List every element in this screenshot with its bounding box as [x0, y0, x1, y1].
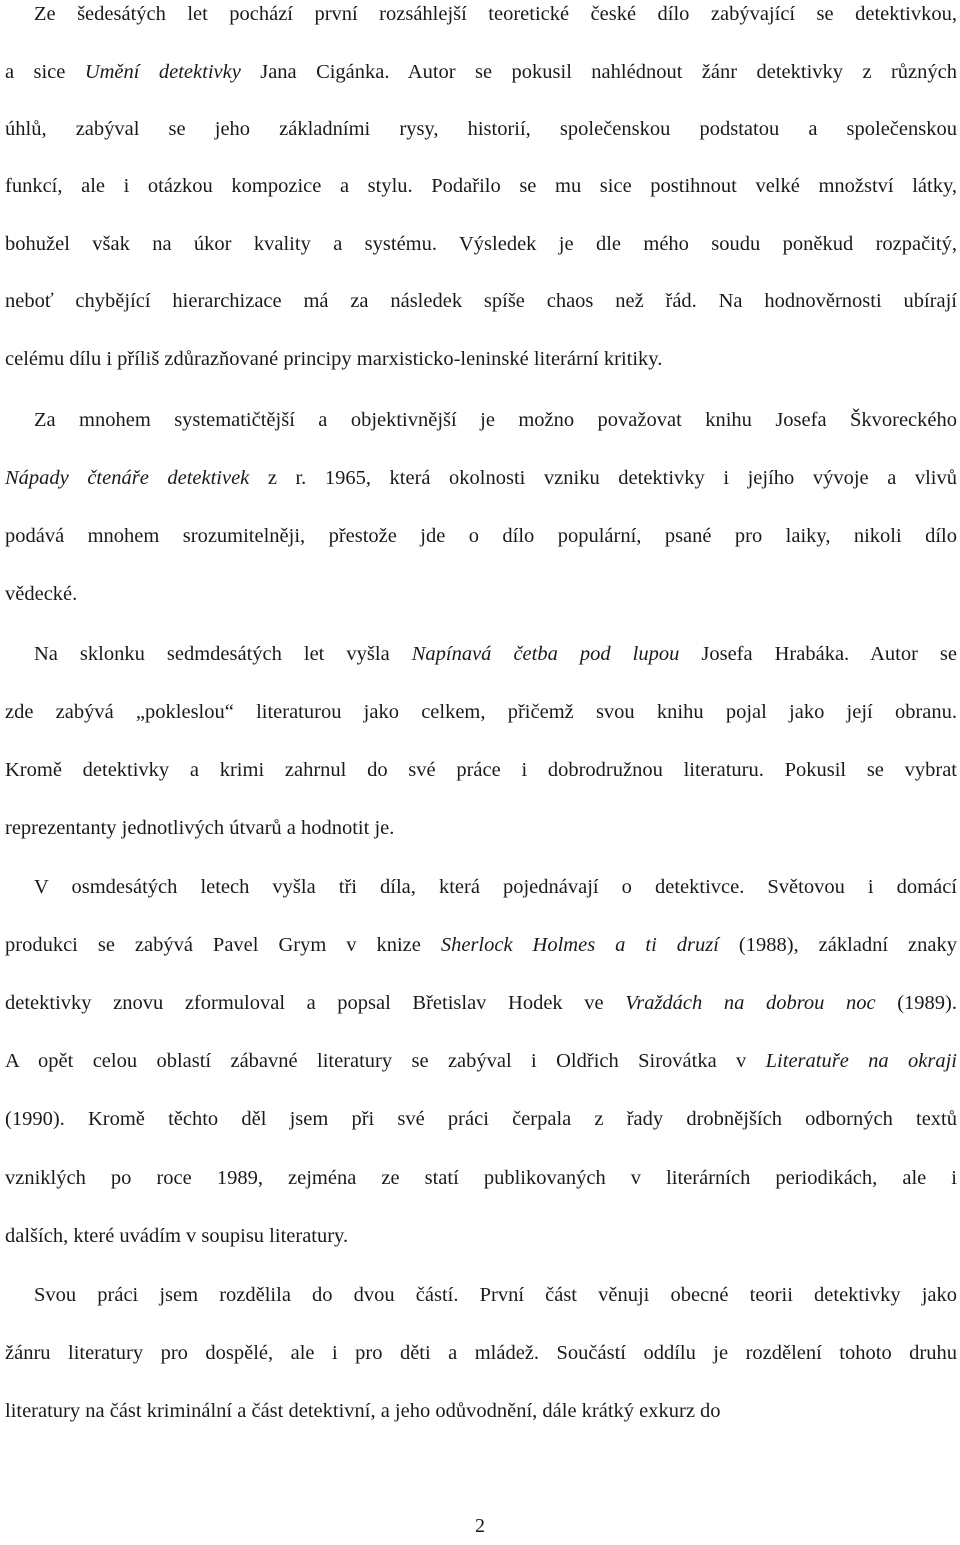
text-run: Za mnohem systematičtější a objektivnější je možno považovat knihu Josefa Škvoreckého [34, 409, 957, 431]
text-run: celému dílu i příliš zdůrazňované principy marxisticko-leninské literární kritiky. [5, 348, 663, 370]
book-title: Vraždách na dobrou noc [625, 992, 876, 1014]
text-run: bohužel však na úkor kvality a systému. Výsledek je dle mého soudu poněkud rozpačitý, [5, 233, 957, 255]
text-run: z r. 1965, která okolnosti vzniku detektivky i jejího vývoje a vlivů [249, 467, 957, 489]
text-line [5, 232, 957, 256]
text-run: žánru literatury pro dospělé, ale i pro děti a mládež. Součástí oddílu je rozdělení tohoto druhu [5, 1342, 957, 1364]
text-line [5, 466, 957, 490]
text-line [5, 1399, 957, 1423]
text-line [5, 1107, 957, 1131]
text-run: A opět celou oblastí zábavné literatury se zabýval i Oldřich Sirovátka v [5, 1050, 766, 1072]
text-run: (1988), základní znaky [718, 934, 957, 956]
text-run: (1990). Kromě těchto děl jsem při své práci čerpala z řady drobnějších odborných textů [5, 1108, 957, 1130]
text-run: Na sklonku sedmdesátých let vyšla [34, 643, 412, 665]
text-run: produkci se zabývá Pavel Grym v knize [5, 934, 441, 956]
text-run: reprezentanty jednotlivých útvarů a hodnotit je. [5, 817, 395, 839]
text-run: Jana Cigánka. Autor se pokusil nahlédnout žánr detektivky z různých [240, 61, 957, 83]
text-line [5, 289, 957, 313]
text-line [5, 933, 957, 957]
text-line [5, 174, 957, 198]
text-line [5, 1049, 957, 1073]
text-line [5, 582, 957, 606]
text-line [5, 1166, 957, 1190]
text-run: (1989). [875, 992, 957, 1014]
text-line [34, 1283, 957, 1307]
page-number: 2 [475, 1515, 485, 1537]
text-run: Kromě detektivky a krimi zahrnul do své práce i dobrodružnou literaturu. Pokusil se vybrat [5, 759, 957, 781]
text-line [34, 2, 957, 26]
book-title: Sherlock Holmes a ti druzí [440, 934, 719, 956]
text-line [5, 60, 957, 84]
text-run: Josefa Hrabáka. Autor se [679, 643, 957, 665]
text-run: a sice [5, 61, 85, 83]
text-run: Svou práci jsem rozdělila do dvou částí. První část věnuji obecné teorii detektivky jako [34, 1284, 957, 1306]
book-title: Umění detektivky [84, 61, 241, 83]
text-run: vzniklých po roce 1989, zejména ze statí publikovaných v literárních periodikách, ale i [5, 1167, 957, 1189]
book-title: Literatuře na okraji [765, 1050, 957, 1072]
text-run: V osmdesátých letech vyšla tři díla, která pojednávají o detektivce. Světovou i domácí [34, 876, 957, 898]
book-title: Nápady čtenáře detektivek [5, 467, 250, 489]
book-title: Napínavá četba pod lupou [411, 643, 680, 665]
text-run: literatury na část kriminální a část detektivní, a jeho odůvodnění, dále krátký exkurz do [5, 1400, 721, 1422]
text-run: dalších, které uvádím v soupisu literatury. [5, 1225, 349, 1247]
text-line [5, 1224, 957, 1248]
text-line [5, 347, 957, 371]
text-run: Ze šedesátých let pochází první rozsáhlejší teoretické české dílo zabývající se detektivkou, [34, 3, 957, 25]
text-run: detektivky znovu zformuloval a popsal Břetislav Hodek ve [5, 992, 626, 1014]
text-run: funkcí, ale i otázkou kompozice a stylu. Podařilo se mu sice postihnout velké množství látky, [5, 175, 957, 197]
text-run: vědecké. [5, 583, 78, 605]
text-run: zde zabývá „pokleslou“ literaturou jako celkem, přičemž svou knihu pojal jako její obranu. [5, 701, 957, 723]
text-line [34, 875, 957, 899]
text-line [5, 117, 957, 141]
text-run: úhlů, zabýval se jeho základními rysy, historií, společenskou podstatou a společenskou [5, 118, 957, 140]
text-line [5, 991, 957, 1015]
text-line [5, 816, 957, 840]
text-line [34, 408, 957, 432]
text-line [5, 758, 957, 782]
text-line [5, 700, 957, 724]
text-line [34, 642, 957, 666]
text-line [5, 1341, 957, 1365]
text-run: podává mnohem srozumitelněji, přestože jde o dílo populární, psané pro laiky, nikoli dílo [5, 525, 957, 547]
text-run: neboť chybějící hierarchizace má za následek spíše chaos než řád. Na hodnověrnosti ubírají [5, 290, 957, 312]
text-line [5, 524, 957, 548]
